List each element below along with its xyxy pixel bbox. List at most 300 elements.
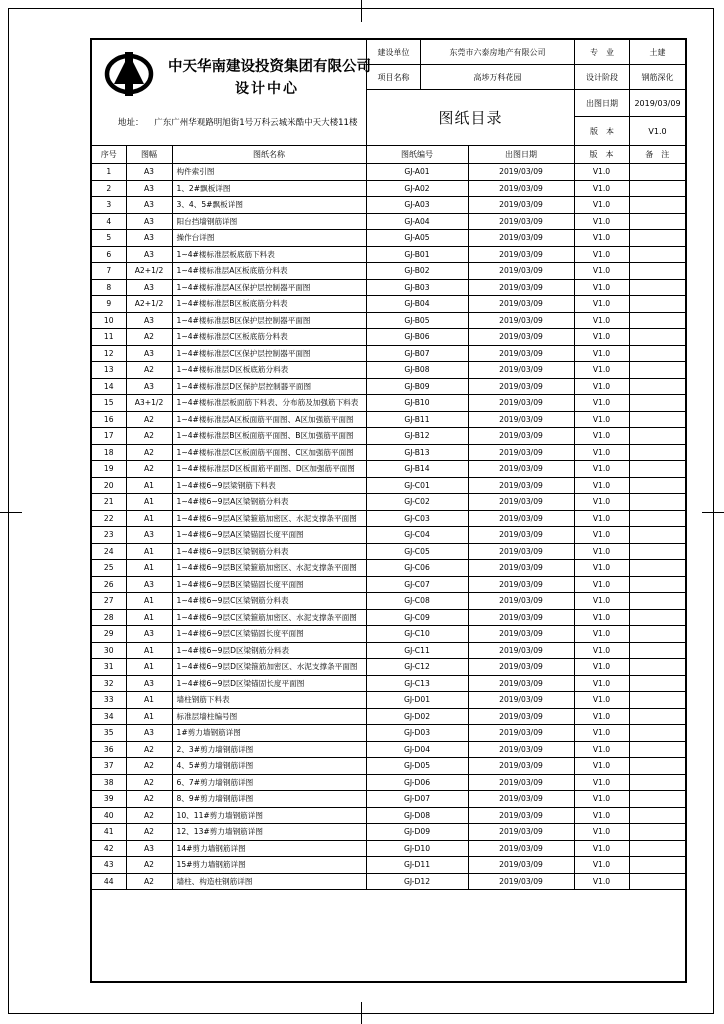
table-cell: 阳台挡墙钢筋详图 [172,213,366,230]
table-cell: V1.0 [574,543,629,560]
table-row [92,345,685,362]
table-cell: 1~4#楼标准层B区保护层控制器平面图 [172,312,366,329]
table-cell: 1~4#楼6~9层B区梁箍筋加密区、水泥支撑条平面图 [172,560,366,577]
table-cell: GJ-C05 [366,543,468,560]
table-row [92,312,685,329]
table-cell: 20 [92,477,126,494]
table-cell [629,692,685,709]
company-name: 中天华南建设投资集团有限公司 [168,59,371,75]
table-cell: GJ-D05 [366,758,468,775]
table-cell: A1 [126,659,172,676]
table-cell: GJ-C12 [366,659,468,676]
table-cell: 36 [92,741,126,758]
table-cell: 2019/03/09 [468,444,574,461]
table-cell: A3 [126,345,172,362]
table-cell: 1~4#楼6~9层梁钢筋下料表 [172,477,366,494]
table-cell [629,164,685,181]
column-header: 图纸编号 [366,146,468,164]
table-cell: V1.0 [574,378,629,395]
stage-label: 设计阶段 [574,65,629,90]
table-row [92,329,685,346]
table-cell: 3 [92,197,126,214]
table-cell: 2019/03/09 [468,659,574,676]
table-cell: 2019/03/09 [468,560,574,577]
specialty-label: 专 业 [574,40,629,65]
table-row [92,197,685,214]
table-cell [629,510,685,527]
table-cell [629,494,685,511]
table-cell [629,791,685,808]
table-cell: 2019/03/09 [468,807,574,824]
table-header-row [92,146,685,164]
table-cell: GJ-B03 [366,279,468,296]
table-cell: GJ-B05 [366,312,468,329]
table-cell: 2019/03/09 [468,873,574,890]
table-cell: GJ-A02 [366,180,468,197]
table-cell: A3 [126,725,172,742]
table-cell: 16 [92,411,126,428]
table-cell: GJ-D07 [366,791,468,808]
table-cell: 1~4#楼标准层板面筋下料表、分布筋及加强筋下料表 [172,395,366,412]
table-cell: GJ-C09 [366,609,468,626]
table-cell: V1.0 [574,527,629,544]
table-cell: V1.0 [574,428,629,445]
center-tick-top [361,0,362,22]
table-cell: GJ-D01 [366,692,468,709]
table-cell: V1.0 [574,411,629,428]
table-cell: 9 [92,296,126,313]
table-cell: V1.0 [574,461,629,478]
table-cell: GJ-D10 [366,840,468,857]
table-cell: 2019/03/09 [468,477,574,494]
table-cell: A2 [126,444,172,461]
table-row [92,659,685,676]
table-cell [629,296,685,313]
table-cell: V1.0 [574,725,629,742]
table-row [92,428,685,445]
table-cell: A3 [126,279,172,296]
table-cell: A1 [126,692,172,709]
table-cell: 8、9#剪力墙钢筋详图 [172,791,366,808]
table-cell: 2019/03/09 [468,263,574,280]
company-logo-icon [104,52,154,96]
table-cell [629,725,685,742]
table-row [92,411,685,428]
table-cell: GJ-B12 [366,428,468,445]
table-cell: 2019/03/09 [468,791,574,808]
table-cell: V1.0 [574,345,629,362]
client-value: 东莞市六泰房地产有限公司 [420,40,574,65]
table-cell: A3 [126,180,172,197]
table-cell: 2019/03/09 [468,758,574,775]
table-cell: V1.0 [574,560,629,577]
table-cell: GJ-B09 [366,378,468,395]
specialty-value: 土建 [629,40,685,65]
table-cell: 2019/03/09 [468,527,574,544]
table-cell: GJ-A01 [366,164,468,181]
table-cell: 墙柱、构造柱钢筋详图 [172,873,366,890]
table-cell: A3 [126,197,172,214]
table-cell: 2019/03/09 [468,510,574,527]
table-cell: 3、4、5#飘板详图 [172,197,366,214]
table-cell: 1~4#楼标准层A区板底筋分料表 [172,263,366,280]
table-cell: GJ-D12 [366,873,468,890]
table-cell: GJ-D04 [366,741,468,758]
table-cell: 1~4#楼6~9层A区梁锚固长度平面图 [172,527,366,544]
table-cell: GJ-C04 [366,527,468,544]
table-cell: A1 [126,510,172,527]
table-cell: V1.0 [574,395,629,412]
client-label: 建设单位 [366,40,420,65]
table-cell [629,626,685,643]
table-cell: 10 [92,312,126,329]
table-cell: V1.0 [574,642,629,659]
table-cell: 2019/03/09 [468,725,574,742]
table-cell: A1 [126,560,172,577]
table-cell: 1#剪力墙钢筋详图 [172,725,366,742]
column-header: 图幅 [126,146,172,164]
company-dept: 设计中心 [235,81,299,97]
center-tick-bottom [361,1002,362,1024]
table-cell: GJ-B11 [366,411,468,428]
column-header: 出图日期 [468,146,574,164]
table-row [92,230,685,247]
table-cell: 40 [92,807,126,824]
table-cell [629,461,685,478]
table-cell [629,230,685,247]
table-cell: A2 [126,774,172,791]
table-cell: V1.0 [574,659,629,676]
table-cell: GJ-D06 [366,774,468,791]
table-cell: 1~4#楼6~9层D区梁锚固长度平面图 [172,675,366,692]
table-cell: A1 [126,609,172,626]
table-cell [629,329,685,346]
table-cell: A2 [126,807,172,824]
table-row [92,692,685,709]
table-cell: 4 [92,213,126,230]
table-cell: A3 [126,576,172,593]
table-cell: 1~4#楼标准层板底筋下料表 [172,246,366,263]
table-cell: A1 [126,593,172,610]
document-title: 图纸目录 [366,90,574,145]
column-header: 图纸名称 [172,146,366,164]
table-cell: 2019/03/09 [468,428,574,445]
table-cell: 1~4#楼6~9层B区梁钢筋分料表 [172,543,366,560]
table-cell: A1 [126,494,172,511]
table-cell: 2019/03/09 [468,362,574,379]
table-cell: 2 [92,180,126,197]
table-cell: 1~4#楼6~9层D区梁箍筋加密区、水泥支撑条平面图 [172,659,366,676]
table-row [92,807,685,824]
table-cell: V1.0 [574,477,629,494]
table-cell [629,180,685,197]
table-cell: 2019/03/09 [468,626,574,643]
table-cell: 30 [92,642,126,659]
table-cell [629,642,685,659]
drawing-sheet [90,38,687,983]
table-row [92,510,685,527]
table-cell: V1.0 [574,593,629,610]
table-cell: 标准层墙柱编号图 [172,708,366,725]
table-cell: A2 [126,857,172,874]
table-cell: 14 [92,378,126,395]
table-cell: 2019/03/09 [468,230,574,247]
table-cell [629,741,685,758]
table-cell: A3 [126,164,172,181]
table-cell: 1、2#飘板详图 [172,180,366,197]
table-cell: 14#剪力墙钢筋详图 [172,840,366,857]
table-cell: 2019/03/09 [468,857,574,874]
table-cell: V1.0 [574,213,629,230]
table-cell [629,857,685,874]
table-cell: 2019/03/09 [468,576,574,593]
table-cell: 2019/03/09 [468,741,574,758]
table-cell: A3 [126,230,172,247]
company-block [92,40,371,112]
table-cell: 21 [92,494,126,511]
table-cell: 6、7#剪力墙钢筋详图 [172,774,366,791]
version-value: V1.0 [629,117,685,145]
table-cell: GJ-C08 [366,593,468,610]
table-cell: GJ-A03 [366,197,468,214]
table-cell: 2019/03/09 [468,164,574,181]
table-cell [629,824,685,841]
table-cell: 2019/03/09 [468,411,574,428]
table-cell: 1~4#楼6~9层A区梁钢筋分料表 [172,494,366,511]
table-cell: GJ-C11 [366,642,468,659]
table-cell: 1~4#楼标准层B区板面筋平面图、B区加强筋平面图 [172,428,366,445]
table-cell: V1.0 [574,444,629,461]
table-cell: V1.0 [574,692,629,709]
table-row [92,758,685,775]
table-cell: 2019/03/09 [468,279,574,296]
address-value: 广东广州华观路明旭街1号万科云城米酷中天大楼11楼 [154,118,358,128]
table-cell: A3 [126,527,172,544]
table-row [92,164,685,181]
table-cell: 2019/03/09 [468,642,574,659]
table-cell: 28 [92,609,126,626]
table-cell: GJ-D08 [366,807,468,824]
table-cell: 37 [92,758,126,775]
table-row [92,708,685,725]
table-cell: V1.0 [574,758,629,775]
table-cell: 1~4#楼标准层A区板面筋平面图、A区加强筋平面图 [172,411,366,428]
table-cell: 23 [92,527,126,544]
table-row [92,362,685,379]
table-cell: 32 [92,675,126,692]
table-cell: 22 [92,510,126,527]
table-cell [629,758,685,775]
table-cell: 26 [92,576,126,593]
table-cell [629,345,685,362]
table-cell: 1~4#楼标准层D区板底筋分料表 [172,362,366,379]
table-row [92,263,685,280]
table-cell: 2019/03/09 [468,708,574,725]
table-cell: A2 [126,791,172,808]
table-cell: 2019/03/09 [468,494,574,511]
table-cell: GJ-C13 [366,675,468,692]
table-cell: 29 [92,626,126,643]
column-header: 版 本 [574,146,629,164]
center-tick-right [702,512,724,513]
date-label: 出图日期 [574,90,629,117]
center-tick-left [0,512,22,513]
table-cell: GJ-B01 [366,246,468,263]
table-cell: GJ-B02 [366,263,468,280]
table-cell: GJ-C06 [366,560,468,577]
table-cell: 42 [92,840,126,857]
table-cell: 1~4#楼6~9层B区梁锚固长度平面图 [172,576,366,593]
table-cell: 12 [92,345,126,362]
table-cell: A2 [126,873,172,890]
table-cell: V1.0 [574,329,629,346]
table-cell: GJ-B14 [366,461,468,478]
address-line [118,116,357,128]
table-cell: A2+1/2 [126,296,172,313]
table-cell: A2 [126,362,172,379]
table-cell: 2019/03/09 [468,593,574,610]
table-cell: 2019/03/09 [468,675,574,692]
table-cell: 操作台详图 [172,230,366,247]
table-cell: 2019/03/09 [468,246,574,263]
table-cell [629,543,685,560]
table-cell: 2、3#剪力墙钢筋详图 [172,741,366,758]
table-cell: V1.0 [574,791,629,808]
table-cell [629,659,685,676]
table-cell [629,197,685,214]
table-cell: A1 [126,477,172,494]
table-row [92,725,685,742]
title-block [92,40,685,146]
table-cell: A3 [126,213,172,230]
table-cell: A2 [126,824,172,841]
table-cell: A2 [126,461,172,478]
table-cell: A2 [126,411,172,428]
table-cell [629,560,685,577]
table-cell: A2 [126,758,172,775]
table-cell: 2019/03/09 [468,824,574,841]
table-row [92,395,685,412]
table-cell: GJ-B07 [366,345,468,362]
table-cell: 1~4#楼标准层C区保护层控制器平面图 [172,345,366,362]
stage-value: 钢筋深化 [629,65,685,90]
table-cell: V1.0 [574,230,629,247]
table-row [92,444,685,461]
table-row [92,576,685,593]
table-row [92,543,685,560]
table-cell: 6 [92,246,126,263]
table-cell: 2019/03/09 [468,197,574,214]
table-cell: A2+1/2 [126,263,172,280]
table-row [92,609,685,626]
table-cell: V1.0 [574,675,629,692]
table-cell: V1.0 [574,279,629,296]
table-cell: V1.0 [574,296,629,313]
table-cell [629,840,685,857]
table-row [92,180,685,197]
table-cell [629,246,685,263]
table-cell: V1.0 [574,510,629,527]
table-cell: 17 [92,428,126,445]
table-cell: 33 [92,692,126,709]
table-cell: GJ-D02 [366,708,468,725]
table-cell: GJ-B08 [366,362,468,379]
project-value: 高埗万科花园 [420,65,574,90]
table-cell: GJ-B10 [366,395,468,412]
table-cell [629,395,685,412]
table-cell: 10、11#剪力墙钢筋详图 [172,807,366,824]
table-cell: A1 [126,708,172,725]
table-row [92,873,685,890]
table-cell: 1~4#楼6~9层C区梁箍筋加密区、水泥支撑条平面图 [172,609,366,626]
table-cell [629,576,685,593]
table-cell: 墙柱钢筋下料表 [172,692,366,709]
table-row [92,824,685,841]
table-row [92,296,685,313]
table-cell: 2019/03/09 [468,395,574,412]
table-cell: 构件索引图 [172,164,366,181]
table-cell: V1.0 [574,609,629,626]
table-cell [629,444,685,461]
table-cell: GJ-A04 [366,213,468,230]
table-cell [629,411,685,428]
table-cell: 1~4#楼标准层C区板面筋平面图、C区加强筋平面图 [172,444,366,461]
table-cell: GJ-C02 [366,494,468,511]
table-cell: A3 [126,675,172,692]
table-cell: 15 [92,395,126,412]
table-cell [629,213,685,230]
table-cell: A2 [126,329,172,346]
table-cell: 2019/03/09 [468,378,574,395]
table-cell: 43 [92,857,126,874]
table-cell: GJ-C03 [366,510,468,527]
table-cell: V1.0 [574,774,629,791]
table-cell: V1.0 [574,857,629,874]
table-cell: A3 [126,246,172,263]
table-cell: A1 [126,642,172,659]
table-cell: 4、5#剪力墙钢筋详图 [172,758,366,775]
version-label: 版 本 [574,117,629,145]
table-cell: 12、13#剪力墙钢筋详图 [172,824,366,841]
table-cell: V1.0 [574,626,629,643]
table-cell: GJ-C01 [366,477,468,494]
table-cell: GJ-B04 [366,296,468,313]
drawing-index-table [92,145,685,890]
table-row [92,279,685,296]
table-cell [629,774,685,791]
table-row [92,741,685,758]
table-cell: 2019/03/09 [468,461,574,478]
table-cell: 7 [92,263,126,280]
table-cell: A2 [126,428,172,445]
table-cell: 1~4#楼6~9层D区梁钢筋分料表 [172,642,366,659]
table-cell: V1.0 [574,312,629,329]
table-cell: 1 [92,164,126,181]
table-cell: 1~4#楼6~9层C区梁锚固长度平面图 [172,626,366,643]
date-value: 2019/03/09 [629,90,685,117]
table-cell: GJ-D09 [366,824,468,841]
table-cell: V1.0 [574,246,629,263]
table-cell [629,428,685,445]
table-cell [629,873,685,890]
table-cell: GJ-B06 [366,329,468,346]
table-row [92,857,685,874]
table-cell: 2019/03/09 [468,312,574,329]
table-row [92,494,685,511]
table-cell [629,477,685,494]
table-cell: A3 [126,378,172,395]
table-cell: A3 [126,840,172,857]
